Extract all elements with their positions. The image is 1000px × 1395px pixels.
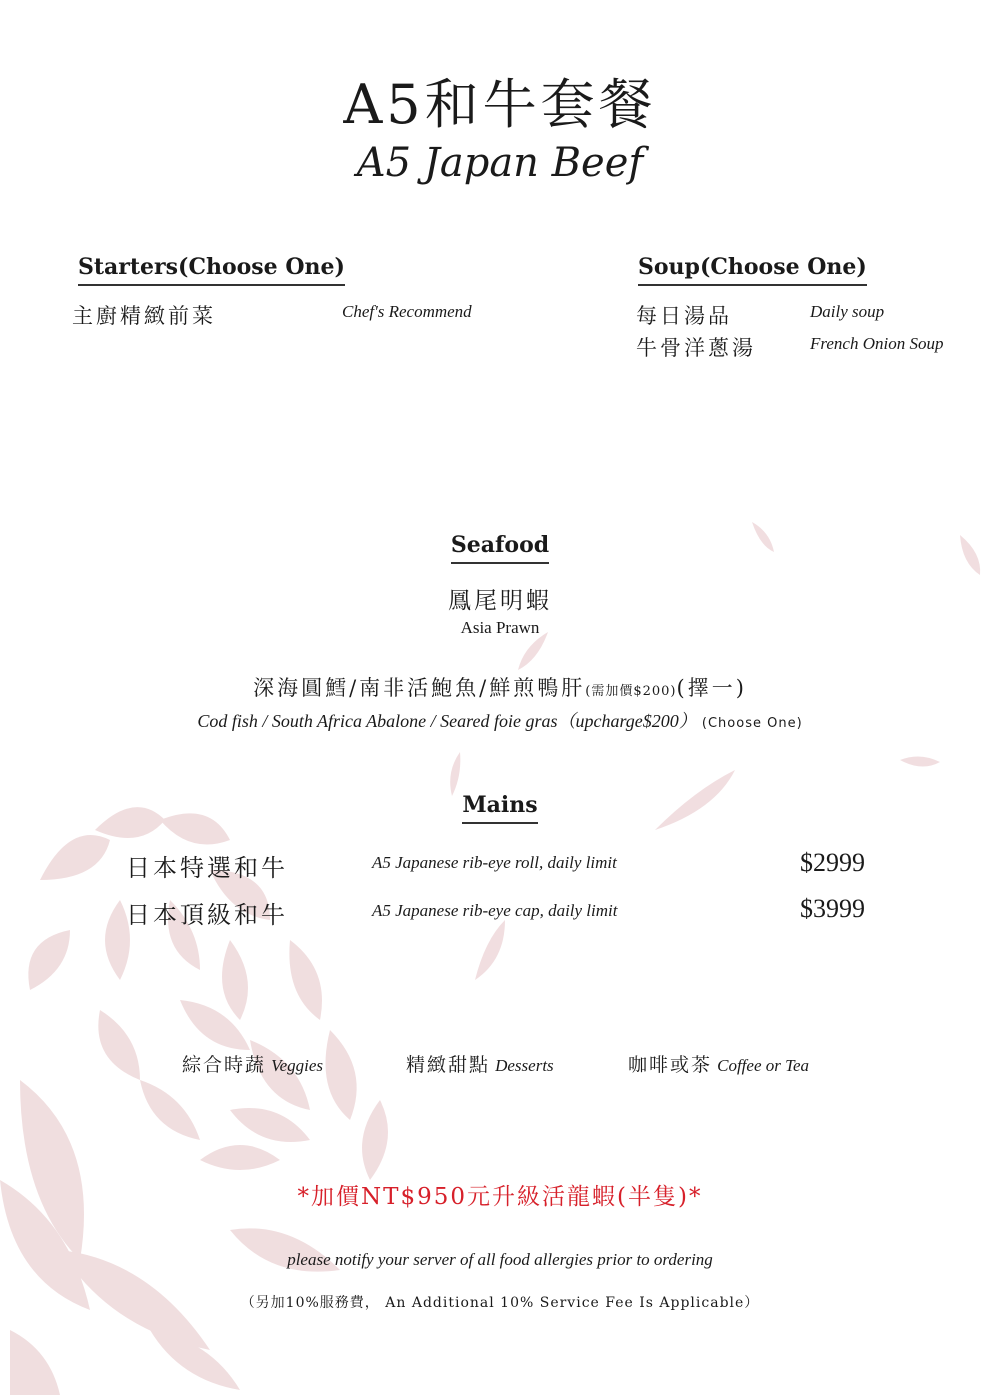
choose-one-en: (Choose One): [701, 716, 803, 731]
starter-item-en: Chef's Recommend: [342, 302, 472, 321]
soup-heading: Soup(Choose One): [638, 254, 867, 286]
petal-shape: [450, 752, 460, 796]
lobster-upgrade-note: *加價NT$950元升級活龍蝦(半隻)*: [297, 1184, 703, 1210]
petal-shape: [230, 1108, 310, 1142]
main-item-price: $2999: [800, 848, 865, 877]
seafood-heading: Seafood: [451, 532, 549, 564]
main-item-zh: 日本特選和牛: [126, 854, 288, 882]
seafood-item-zh: 鳳尾明蝦: [448, 588, 552, 614]
seafood-item-en: Asia Prawn: [460, 618, 540, 637]
seafood-choice-en-line: [0, 707, 1000, 733]
soup-item-zh: 每日湯品: [636, 304, 732, 328]
soup-item-en: French Onion Soup: [810, 334, 944, 353]
extra-item-zh: 咖啡或茶: [628, 1054, 713, 1076]
petal-shape: [362, 1100, 388, 1180]
starters-heading: Starters(Choose One): [78, 254, 345, 286]
soup-item-zh: 牛骨洋蔥湯: [636, 336, 756, 360]
petal-shape: [200, 1145, 280, 1170]
leaf-shape: [10, 1330, 60, 1395]
petal-shape: [326, 1030, 357, 1120]
petal-shape: [475, 920, 505, 980]
soup-item-en: Daily soup: [810, 302, 885, 321]
extra-item: [182, 1050, 323, 1077]
seafood-choice-zh: 深海圓鱈/南非活鮑魚/鮮煎鴨肝: [253, 676, 586, 700]
seafood-choice-en: Cod fish / South Africa Abalone / Seared foie gras（upcharge$200）: [197, 711, 697, 731]
petal-shape: [222, 940, 248, 1020]
petal-shape: [140, 1080, 200, 1140]
main-item-en: A5 Japanese rib-eye cap, daily limit: [372, 901, 618, 920]
mains-heading: Mains: [462, 792, 537, 824]
petal-shape: [28, 930, 70, 990]
extra-item-zh: 綜合時蔬: [182, 1054, 267, 1076]
main-item-en: A5 Japanese rib-eye roll, daily limit: [372, 853, 617, 872]
main-item-zh: 日本頂級和牛: [126, 901, 288, 929]
extra-item-zh: 精緻甜點: [406, 1054, 491, 1076]
menu-title-english: A5 Japan Beef: [356, 140, 644, 186]
choose-one-zh: (擇一): [676, 676, 747, 700]
menu-title-chinese: A5和牛套餐: [343, 73, 657, 136]
extra-item: [406, 1050, 554, 1077]
starter-item-zh: 主廚精緻前菜: [72, 304, 216, 328]
seafood-choice-zh-line: [0, 672, 1000, 702]
petal-shape: [98, 1010, 140, 1080]
extra-item-en: Desserts: [495, 1056, 554, 1075]
petal-shape: [900, 756, 940, 766]
petal-shape: [289, 940, 322, 1020]
extra-item-en: Coffee or Tea: [717, 1056, 810, 1075]
extra-item-en: Veggies: [271, 1056, 324, 1075]
main-item-price: $3999: [800, 894, 865, 923]
upcharge-note-zh: (需加價$200): [585, 684, 677, 699]
allergy-note: please notify your server of all food allergies prior to ordering: [287, 1250, 713, 1269]
service-fee-note: （另加10%服務費， An Additional 10% Service Fee Is Applicable）: [240, 1295, 760, 1311]
petal-shape: [40, 835, 110, 880]
extra-item: [628, 1050, 809, 1077]
